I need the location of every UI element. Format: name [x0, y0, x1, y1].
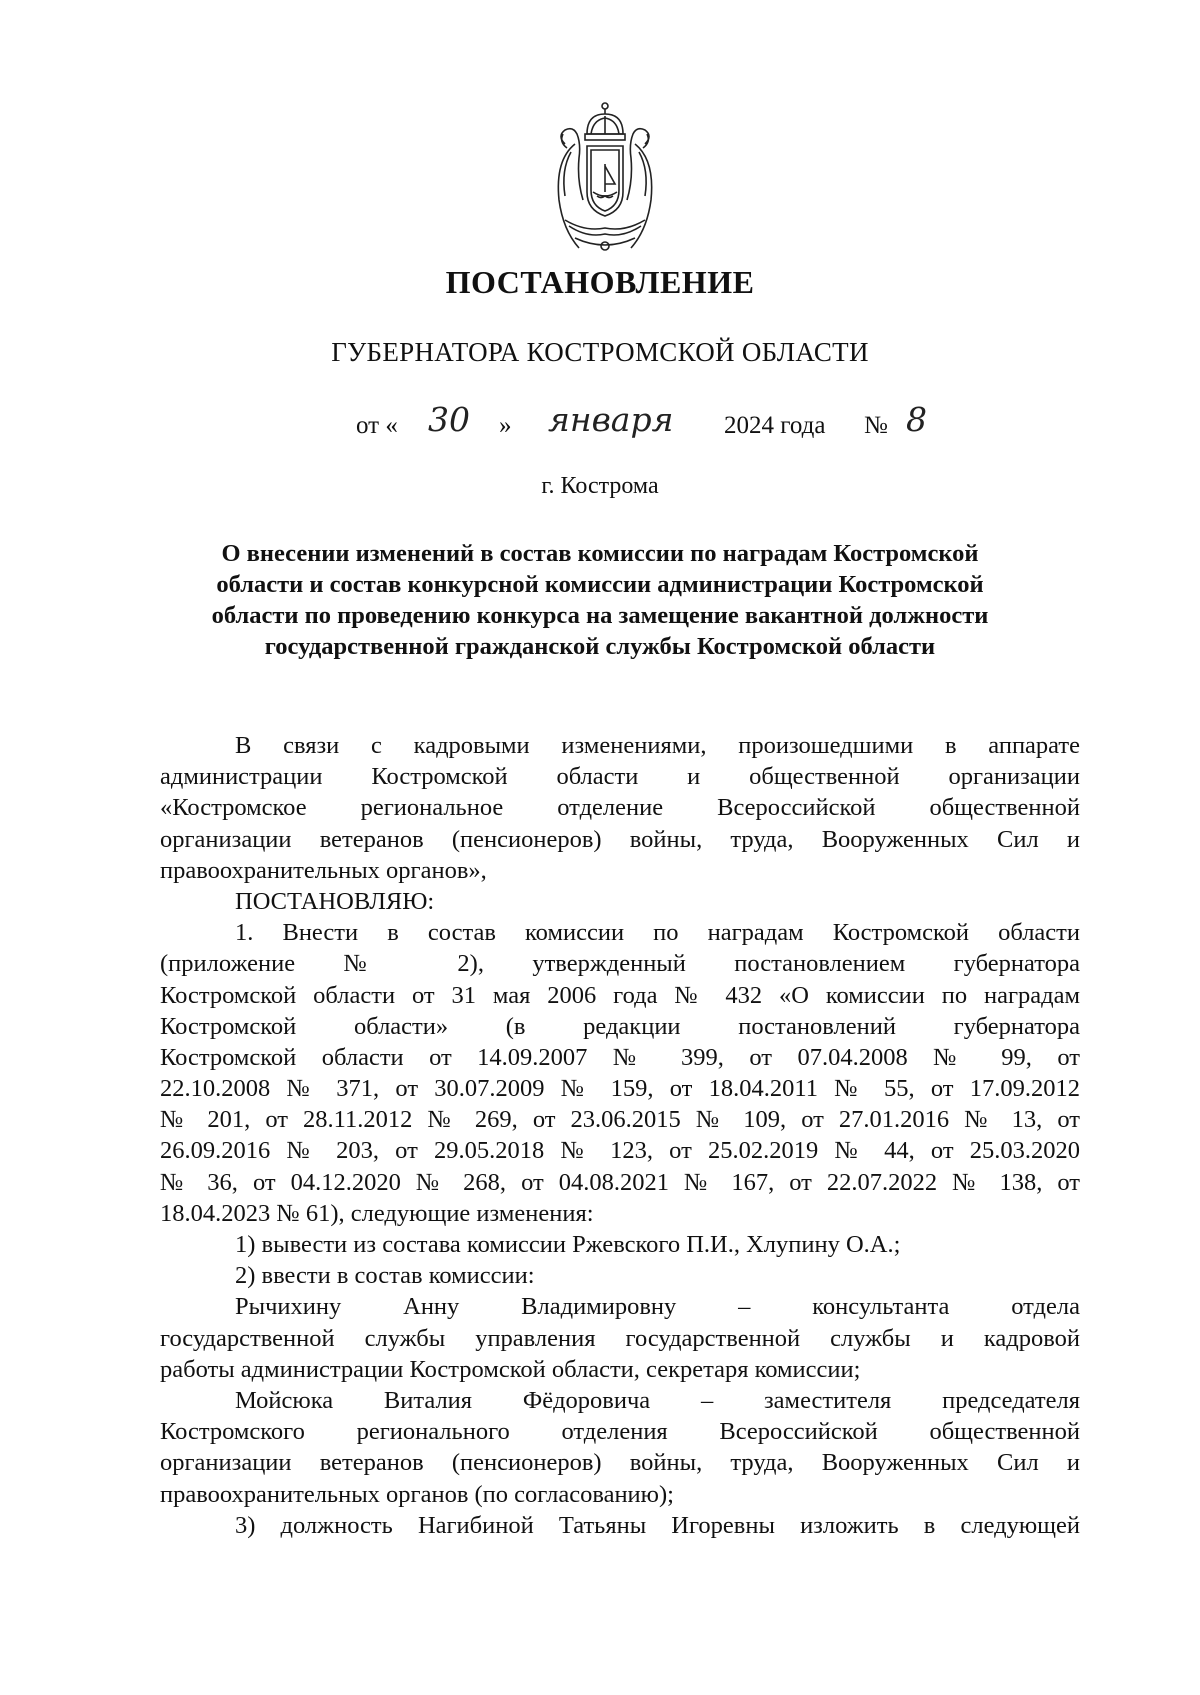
body-line: «Костромское региональное отделение Всероссийской общественной	[160, 794, 1080, 822]
body-line: Рычихину Анну Владимировну – консультанта отдела	[235, 1293, 1080, 1321]
date-day-handwritten: 30	[428, 400, 470, 439]
date-number-line	[0, 400, 1200, 452]
subject-line: области по проведению конкурса на замещение вакантной должности	[211, 602, 989, 629]
subject-line: О внесении изменений в состав комиссии по наградам Костромской	[221, 540, 979, 567]
body-line: В связи с кадровыми изменениями, произошедшими в аппарате	[235, 732, 1080, 759]
body-line: Костромской области от 31 мая 2006 года № 432 «О комиссии по наградам	[160, 981, 1080, 1009]
date-prefix: от «	[356, 412, 398, 439]
document-number-handwritten: 8	[906, 400, 927, 439]
date-year: 2024 года	[724, 412, 826, 439]
body-line: правоохранительных органов (по согласованию);	[160, 1480, 674, 1508]
body-line: организации ветеранов (пенсионеров) войны, труда, Вооруженных Сил и	[160, 1449, 1080, 1477]
body-line: № 36, от 04.12.2020 № 268, от 04.08.2021 № 167, от 22.07.2022 № 138, от	[160, 1168, 1080, 1196]
body-line: государственной службы управления государственной службы и кадровой	[160, 1324, 1080, 1352]
body-line: Мойсюка Виталия Фёдоровича – заместителя председателя	[235, 1386, 1080, 1414]
date-month-handwritten: января	[548, 400, 674, 439]
body-line: организации ветеранов (пенсионеров) войны, труда, Вооруженных Сил и	[160, 825, 1080, 853]
subject-line: области и состав конкурсной комиссии администрации Костромской	[216, 571, 984, 598]
document-subject	[120, 538, 1080, 662]
body-line-resolve: ПОСТАНОВЛЯЮ:	[235, 887, 435, 915]
coat-of-arms-emblem	[535, 100, 675, 260]
body-line: № 201, от 28.11.2012 № 269, от 23.06.2015 № 109, от 27.01.2016 № 13, от	[160, 1106, 1080, 1134]
date-quote-close: »	[499, 412, 512, 439]
body-line: 1) вывести из состава комиссии Ржевского П.И., Хлупину О.А.;	[235, 1231, 901, 1258]
body-line: Костромской области от 14.09.2007 № 399, от 07.04.2008 № 99, от	[160, 1043, 1080, 1071]
body-line: администрации Костромской области и общественной организации	[160, 763, 1080, 791]
subject-line: государственной гражданской службы Костромской области	[264, 633, 936, 660]
document-title: ПОСТАНОВЛЕНИЕ	[445, 264, 755, 300]
document-body	[160, 730, 1080, 1541]
body-line: 2) ввести в состав комиссии:	[235, 1262, 535, 1290]
body-line: 26.09.2016 № 203, от 29.05.2018 № 123, от 25.02.2019 № 44, от 25.03.2020	[160, 1137, 1080, 1165]
body-line: 18.04.2023 № 61), следующие изменения:	[160, 1199, 594, 1227]
body-line: 3) должность Нагибиной Татьяны Игоревны изложить в следующей	[235, 1511, 1080, 1539]
body-line: 1. Внести в состав комиссии по наградам Костромской области	[235, 919, 1080, 947]
issuer-line: ГУБЕРНАТОРА КОСТРОМСКОЙ ОБЛАСТИ	[331, 337, 869, 367]
body-line: 22.10.2008 № 371, от 30.07.2009 № 159, от 18.04.2011 № 55, от 17.09.2012	[160, 1075, 1080, 1103]
body-line: работы администрации Костромской области, секретаря комиссии;	[160, 1355, 861, 1383]
number-sign: №	[864, 412, 888, 439]
body-line: Костромской области» (в редакции постановлений губернатора	[160, 1012, 1080, 1040]
body-line: правоохранительных органов»,	[160, 856, 487, 884]
body-line: (приложение № 2), утвержденный постановлением губернатора	[160, 950, 1080, 978]
city-line: г. Кострома	[541, 473, 659, 499]
body-line: Костромского регионального отделения Всероссийской общественной	[160, 1418, 1080, 1446]
